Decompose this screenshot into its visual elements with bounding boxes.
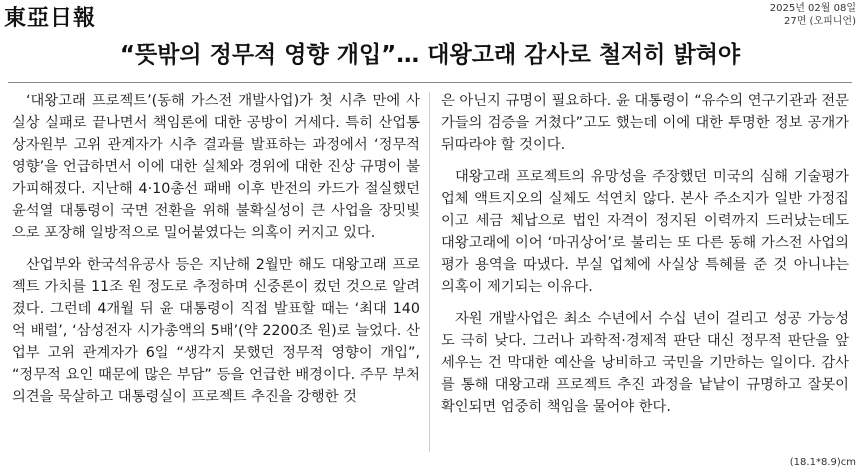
- newspaper-masthead: 東亞日報: [4, 5, 97, 31]
- article-paragraph: 자원 개발사업은 최소 수년에서 수십 년이 걸리고 성공 가능성도 극히 낮다. 그러나 과학적·경제적 판단 대신 정무적 판단을 앞세우는 건 막대한 예산을 낭비하고 국민을 기만하는 일이다. 감사를 통해 대왕고래 프로젝트 추진 과정을 낱낱이 규명하고 잘못이 확인되면 엄중히 책임을 물어야 한다.: [441, 311, 849, 415]
- issue-page: 27면 (오피니언): [783, 16, 856, 27]
- headline-divider: [8, 82, 852, 83]
- issue-date: 2025년 02월 08일: [769, 3, 856, 14]
- article-column-right: [441, 90, 849, 428]
- article-paragraph: ‘대왕고래 프로젝트’(동해 가스전 개발사업)가 첫 시추 만에 사실상 실패로 끝나면서 책임론에 대한 공방이 거세다. 특히 산업통상자원부 고위 관계자가 시추 결과를 발표하는 과정에서 ‘정무적 영향’을 언급하면서 이에 대한 실체와 경위에 대한 진상 규명이 불가피해졌다. 지난해 4·10총선 패배 이후 반전의 카드가 절실했던 윤석열 대통령이 국면 전환을 위해 불확실성이 큰 사업을 장밋빛으로 포장해 일방적으로 밀어붙였다는 의혹이 커지고 있다.: [12, 93, 420, 241]
- issue-meta: [770, 2, 856, 28]
- editorial-headline: “뜻밖의 정무적 영향 개입”… 대왕고래 감사로 철저히 밝혀야: [119, 42, 741, 68]
- article-paragraph: 은 아닌지 규명이 필요하다. 윤 대통령이 “유수의 연구기관과 전문가들의 검증을 거쳤다”고도 했는데 이에 대한 투명한 정보 공개가 뒤따라야 할 것이다.: [441, 93, 849, 153]
- column-divider: [429, 92, 430, 452]
- article-paragraph: 대왕고래 프로젝트의 유망성을 주장했던 미국의 심해 기술평가업체 액트지오의 실체도 석연치 않다. 본사 주소지가 일반 가정집이고 세금 체납으로 법인 자격이 정지된 이력까지 드러났는데도 대왕고래에 이어 ‘마귀상어’로 불리는 또 다른 동해 가스전 사업의 평가 용역을 따냈다. 부실 업체에 사실상 특혜를 준 것 아니냐는 의혹이 제기되는 이유다.: [441, 169, 849, 295]
- clipping-size-note: (18.1*8.9)cm: [789, 457, 856, 468]
- article-column-left: [12, 90, 420, 418]
- article-paragraph: 산업부와 한국석유공사 등은 지난해 2월만 해도 대왕고래 프로젝트 가치를 11조 원 정도로 추정하며 신중론이 컸던 것으로 알려졌다. 그런데 4개월 뒤 윤 대통령이 직접 발표할 때는 ‘최대 140억 배럴’, ‘삼성전자 시가총액의 5배’(약 2200조 원)로 늘었다. 산업부 고위 관계자가 6일 “생각지 못했던 정무적 영향이 개입”, “정무적 요인 때문에 많은 부담” 등을 언급한 배경이다. 주무 부처 의견을 묵살하고 대통령실이 프로젝트 추진을 강행한 것: [12, 257, 420, 405]
